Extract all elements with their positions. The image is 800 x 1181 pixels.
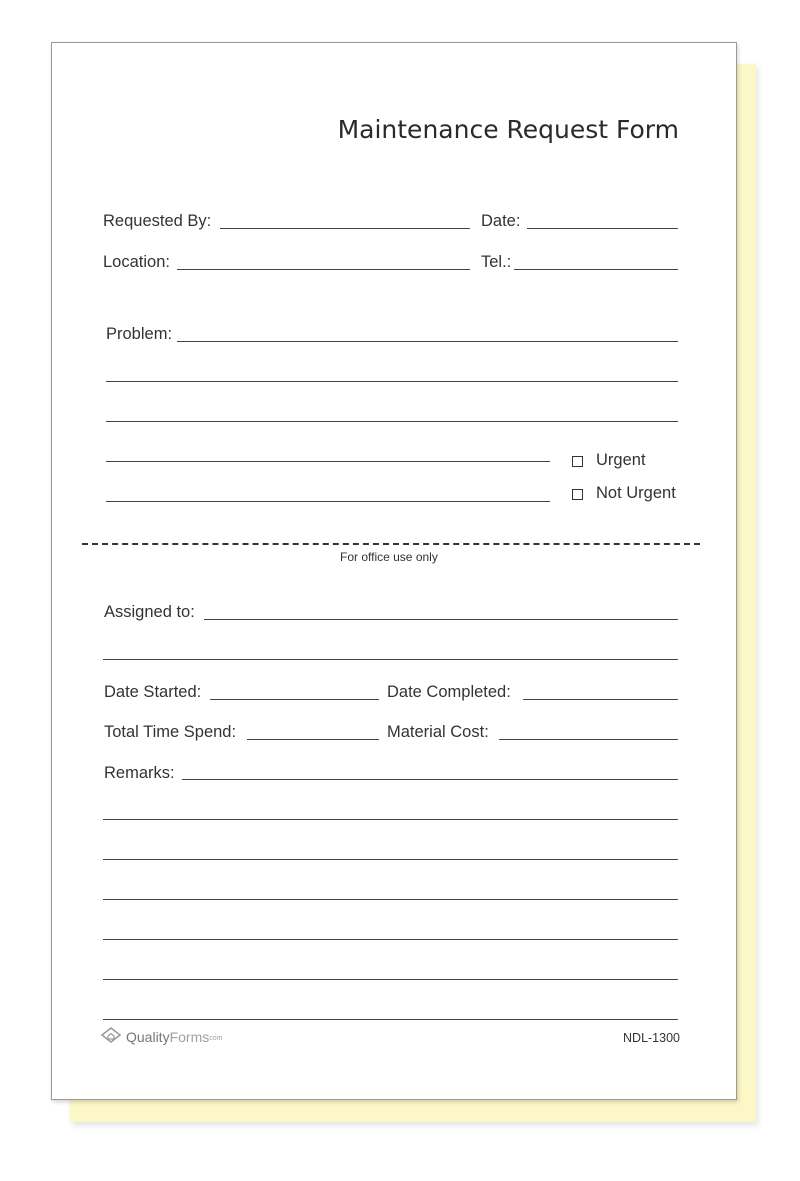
tel-line[interactable]	[514, 269, 678, 270]
total-time-label: Total Time Spend:	[104, 723, 237, 741]
logo-text	[126, 1029, 222, 1045]
location-line[interactable]	[177, 269, 470, 270]
remarks-line-3[interactable]	[103, 859, 678, 860]
urgent-checkbox[interactable]	[572, 456, 583, 467]
remarks-line-1[interactable]	[182, 779, 678, 780]
problem-line-3[interactable]	[106, 421, 678, 422]
not-urgent-checkbox[interactable]	[572, 489, 583, 500]
date-label: Date:	[481, 212, 521, 230]
tel-label: Tel.:	[481, 253, 512, 271]
office-use-note: For office use only	[340, 550, 438, 564]
date-started-line[interactable]	[210, 699, 379, 700]
assigned-to-label: Assigned to:	[104, 603, 195, 621]
logo-brand-strong: Quality	[126, 1029, 170, 1045]
remarks-line-4[interactable]	[103, 899, 678, 900]
office-use-divider	[82, 543, 700, 545]
material-cost-line[interactable]	[499, 739, 678, 740]
date-started-label: Date Started:	[104, 683, 202, 701]
date-completed-line[interactable]	[523, 699, 678, 700]
problem-line-1[interactable]	[177, 341, 678, 342]
logo-brand-light: Forms	[169, 1029, 210, 1045]
qualityforms-logo	[100, 1027, 222, 1047]
remarks-line-6[interactable]	[103, 979, 678, 980]
total-time-line[interactable]	[247, 739, 379, 740]
remarks-label: Remarks:	[104, 764, 175, 782]
material-cost-label: Material Cost:	[387, 723, 489, 741]
remarks-line-5[interactable]	[103, 939, 678, 940]
form-title: Maintenance Request Form	[337, 115, 679, 144]
location-label: Location:	[103, 253, 170, 271]
assigned-to-line[interactable]	[204, 619, 678, 620]
form-sheet	[51, 42, 737, 1100]
date-line[interactable]	[527, 228, 678, 229]
date-completed-label: Date Completed:	[387, 683, 511, 701]
problem-line-4[interactable]	[106, 461, 550, 462]
requested-by-line[interactable]	[220, 228, 470, 229]
remarks-line-2[interactable]	[103, 819, 678, 820]
house-icon	[100, 1026, 122, 1049]
logo-brand-suffix: com	[209, 1034, 223, 1042]
not-urgent-label: Not Urgent	[596, 484, 676, 502]
urgent-label: Urgent	[596, 451, 646, 469]
problem-line-5[interactable]	[106, 501, 550, 502]
product-code: NDL-1300	[623, 1031, 680, 1045]
requested-by-label: Requested By:	[103, 212, 212, 230]
problem-label: Problem:	[106, 325, 173, 343]
remarks-line-7[interactable]	[103, 1019, 678, 1020]
assigned-to-line-2[interactable]	[103, 659, 678, 660]
problem-line-2[interactable]	[106, 381, 678, 382]
